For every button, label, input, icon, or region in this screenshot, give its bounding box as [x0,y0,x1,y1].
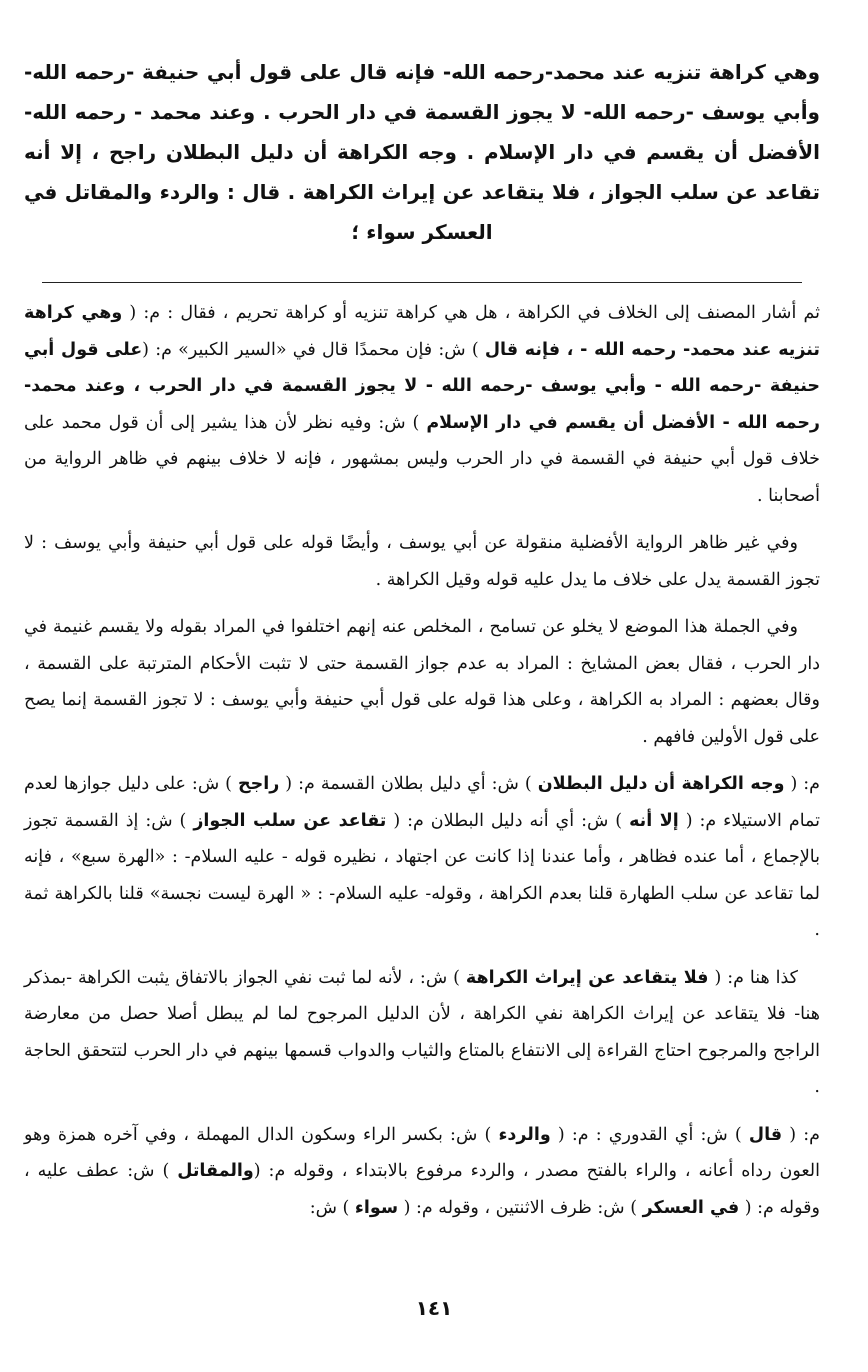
quoted-matn-segment: سواء [354,1197,399,1218]
commentary-segment: ) ش: [309,1197,355,1218]
commentary-sharh [24,295,820,1226]
commentary-segment: كذا هنا م: ( [708,967,799,988]
quoted-matn-segment: على قول أبي حنيفة -رحمه الله - وأبي يوسف -رحمه الله - لا يجوز القسمة في دار الحرب ، وعند محمد- رحمه الله - الأفضل أن يقسم في دار الإسلام [24,339,821,433]
commentary-segment: ) ش: على دليل جوازها لعدم تمام الاستيلاء م: ( [24,774,821,831]
commentary-paragraph [24,766,820,949]
quoted-matn-segment: تقاعد عن سلب الجواز [193,810,387,831]
commentary-segment: ) ش: ، لأنه لما ثبت نفي الجواز بالاتفاق يثبت الكراهة -بمذكر هنا- فلا يتقاعد عن إيراث الكراهة نفي الكراهة ، لأن الدليل المرجوح لما لم يبطل أصلا حصل من معارضة الراجح والمرجوح احتاج القراءة إلى الانتفاع بالمتاع والثياب والدواب قسمها بينهم في دار الحرب لتتحقق الحاجة . [24,967,820,1097]
commentary-segment: ) ش: ظرف الاثنتين ، وقوله م: ( [398,1197,643,1218]
commentary-paragraph [24,609,820,755]
quoted-matn-segment: والردء [498,1124,551,1145]
quoted-matn-segment: في العسكر [642,1197,740,1218]
commentary-paragraph [24,1117,820,1227]
commentary-segment: ) ش: فإن محمدًا قال في «السير الكبير» م: ( [142,339,485,360]
quoted-matn-segment: والمقاتل [177,1161,254,1181]
quoted-matn-segment: وجه الكراهة أن دليل البطلان [537,774,785,794]
quoted-matn-segment: إلا أنه [629,810,679,831]
commentary-segment: ) ش: بكسر الراء وسكون الدال المهملة ، وفي آخره همزة وهو العون رداه أعانه ، والراء بالفتح مصدر ، والردء مرفوع بالابتداء ، وقوله م: ( [24,1124,821,1181]
commentary-segment: م: ( [784,774,820,794]
quoted-matn-segment: راجح [238,774,280,794]
commentary-paragraph [24,525,820,598]
quoted-matn-segment: قال [748,1124,783,1145]
commentary-segment: وفي غير ظاهر الرواية الأفضلية منقولة عن أبي يوسف ، وأيضًا قوله على قول أبي حنيفة وأبي يوسف : لا تجوز القسمة يدل على خلاف ما يدل عليه قوله وقيل الكراهة . [24,533,820,590]
commentary-segment: ) ش: عطف عليه ، وقوله م: ( [24,1161,820,1218]
section-divider [42,282,802,283]
commentary-segment: ) ش: أي أنه دليل البطلان م: ( [386,810,630,831]
commentary-segment: ) ش: إذ القسمة تجوز بالإجماع ، أما عنده فظاهر ، وأما عندنا إذا كانت عن اجتهاد ، نظيره قوله - عليه السلام- : «الهرة سبع» ، فإنه لما تقاعد عن سلب الطهارة قلنا بعدم الكراهة ، وقوله- عليه السلام- : « الهرة ليست نجسة» قلنا بالكراهة ثمة . [24,810,820,940]
commentary-segment: ) ش: أي دليل بطلان القسمة م: ( [279,774,538,794]
commentary-segment: وفي الجملة هذا الموضع لا يخلو عن تسامح ، المخلص عنه إنهم اختلفوا في المراد بقوله ولا يقسم غنيمة في دار الحرب ، فقال بعض المشايخ : المراد به عدم جواز القسمة حتى لا تثبت الأحكام المترتبة على القسمة ، وقال بعضهم : المراد به الكراهة ، وعلى هذا قوله على قول أبي حنيفة وأبي يوسف : لا تجوز القسمة إنما يصح على قول الأولين فافهم . [24,617,820,747]
commentary-paragraph [24,295,820,514]
book-page [24,52,820,1237]
page-number: ١٤١ [415,1296,453,1320]
main-text-matn: وهي كراهة تنزيه عند محمد-رحمه الله- فإنه قال على قول أبي حنيفة -رحمه الله- وأبي يوسف -رحمه الله- لا يجوز القسمة في دار الحرب . وعند محمد - رحمه الله- الأفضل أن يقسم في دار الإسلام . وجه الكراهة أن دليل البطلان راجح ، إلا أنه تقاعد عن سلب الجواز ، فلا يتقاعد عن إيراث الكراهة . قال : والردء والمقاتل في العسكر سواء ؛ [24,60,820,244]
quoted-matn-segment: وهي كراهة تنزيه عند محمد- رحمه الله - ، فإنه قال [24,303,820,360]
commentary-paragraph [24,960,820,1106]
quoted-matn-segment: فلا يتقاعد عن إيراث الكراهة [465,967,709,988]
commentary-segment: ) ش: وفيه نظر لأن هذا يشير إلى أن قول محمد على خلاف قول أبي حنيفة في القسمة في دار الحرب وليس بمشهور ، فإنه لا خلاف بينهم في ظاهر الرواية من أصحابنا . [24,412,820,506]
commentary-segment: م: ( [782,1124,820,1145]
commentary-segment: ) ش: أي القدوري : م: ( [550,1124,749,1145]
commentary-segment: ثم أشار المصنف إلى الخلاف في الكراهة ، هل هي كراهة تنزيه أو كراهة تحريم ، فقال : م: ( [122,303,821,323]
